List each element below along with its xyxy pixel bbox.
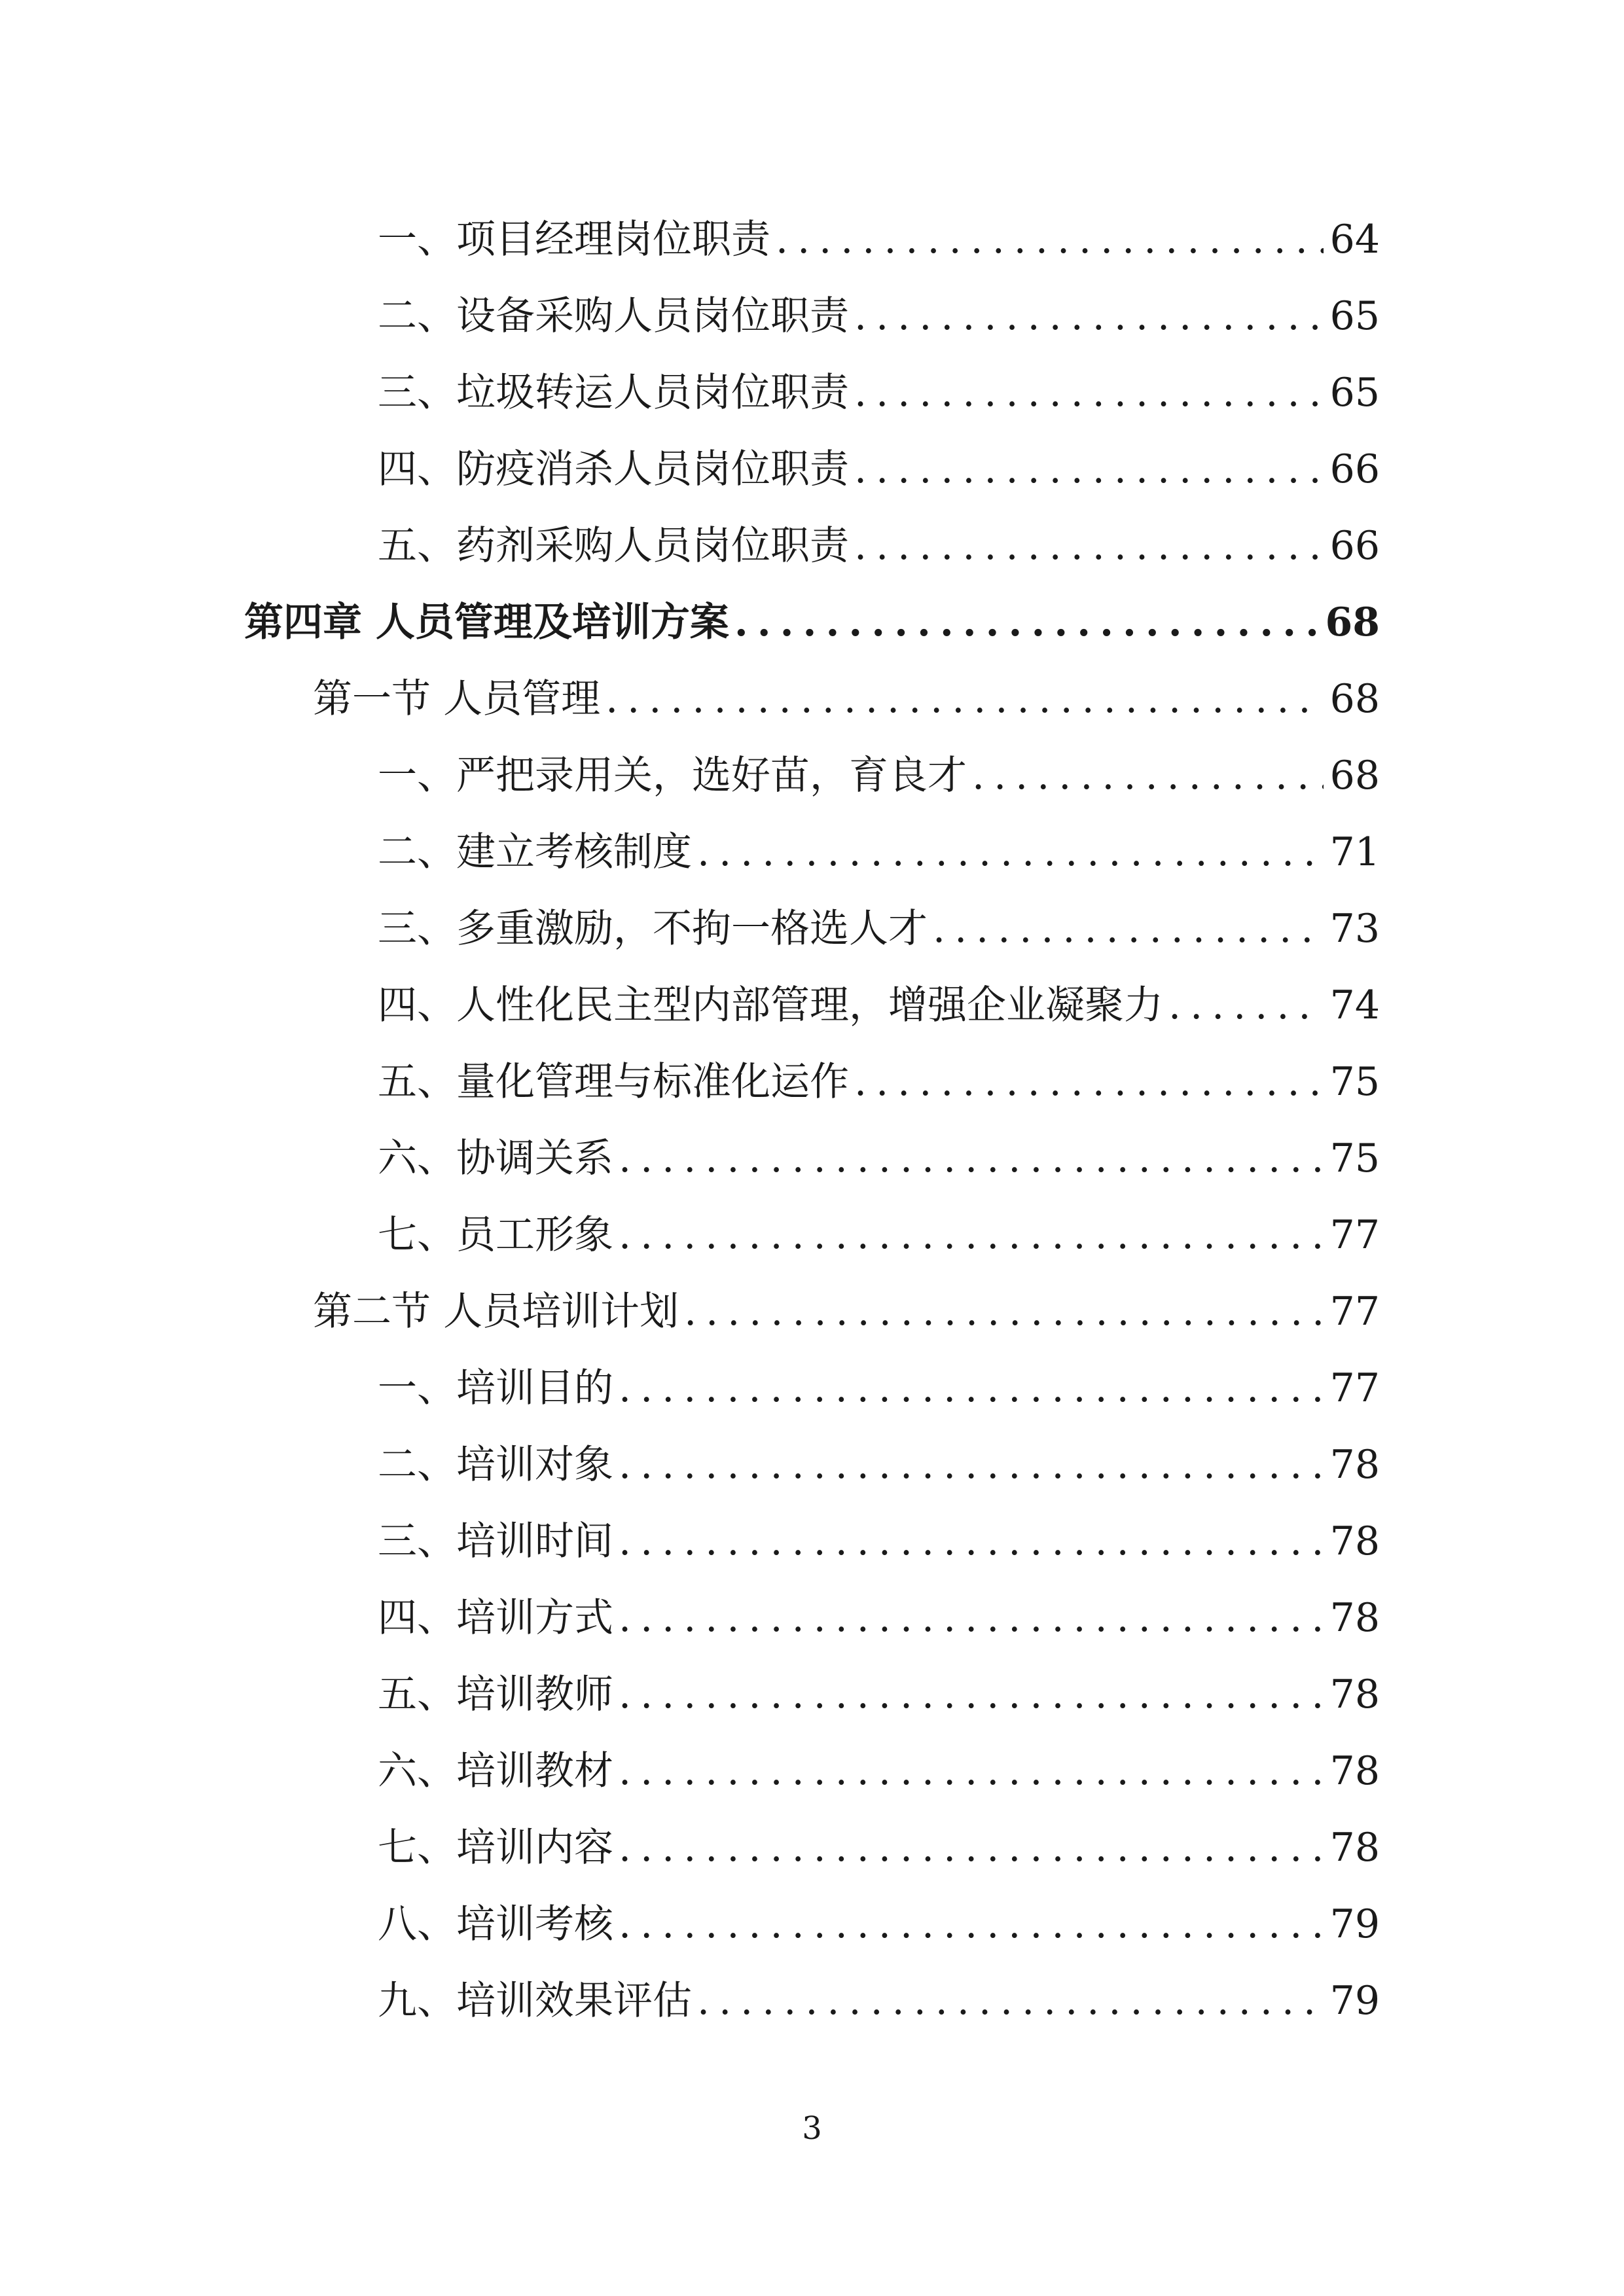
toc-entry[interactable]	[378, 290, 1380, 342]
toc-entry-label: 四、人性化民主型内部管理，增强企业凝聚力	[378, 982, 1163, 1028]
toc-entry-label: 五、培训教师	[378, 1672, 613, 1717]
toc-entry[interactable]	[378, 1592, 1380, 1644]
toc-entry-page: 64	[1329, 217, 1380, 262]
toc-entry-label: 五、量化管理与标准化运作	[378, 1059, 849, 1105]
toc-entry[interactable]	[378, 979, 1380, 1031]
toc-section-entry[interactable]	[313, 1285, 1380, 1338]
toc-entry-label: 三、多重激励，不拘一格选人才	[378, 906, 928, 952]
toc-entry-label: 三、培训时间	[378, 1518, 613, 1564]
toc-entry[interactable]	[378, 749, 1380, 802]
toc-entry-label: 六、协调关系	[378, 1136, 613, 1181]
toc-entry-page: 65	[1329, 293, 1380, 339]
toc-entry-page: 78	[1329, 1442, 1380, 1488]
toc-entry-label: 二、建立考核制度	[378, 829, 692, 875]
toc-entry-page: 77	[1329, 1212, 1380, 1258]
toc-entry[interactable]	[378, 1056, 1380, 1108]
dot-leader	[854, 367, 1324, 419]
toc-entry-label: 四、培训方式	[378, 1595, 613, 1641]
dot-leader	[697, 826, 1324, 878]
toc-section-entry[interactable]	[313, 673, 1380, 725]
dot-leader	[776, 213, 1324, 266]
toc-entry-label: 六、培训教材	[378, 1748, 613, 1794]
toc-entry-label: 二、设备采购人员岗位职责	[378, 293, 849, 339]
dot-leader	[619, 1821, 1324, 1874]
dot-leader	[605, 673, 1324, 725]
dot-leader	[854, 290, 1324, 342]
toc-entry[interactable]	[378, 826, 1380, 878]
toc-entry-label: 七、培训内容	[378, 1825, 613, 1871]
dot-leader	[619, 1592, 1324, 1644]
dot-leader	[619, 1439, 1324, 1491]
dot-leader	[734, 596, 1319, 649]
toc-chapter-page: 68	[1325, 600, 1380, 645]
dot-leader	[619, 1209, 1324, 1261]
toc-entry-label: 一、项目经理岗位职责	[378, 217, 770, 262]
toc-entry[interactable]	[378, 213, 1380, 266]
toc-entry[interactable]	[378, 367, 1380, 419]
toc-entry[interactable]	[378, 1515, 1380, 1568]
dot-leader	[933, 903, 1324, 955]
toc-entry-label: 一、严把录用关，选好苗，育良才	[378, 753, 967, 798]
dot-leader	[854, 1056, 1324, 1108]
toc-entry-page: 75	[1329, 1059, 1380, 1105]
dot-leader	[619, 1668, 1324, 1721]
toc-entry-label: 八、培训考核	[378, 1901, 613, 1947]
toc-entry-page: 78	[1329, 1672, 1380, 1717]
dot-leader	[619, 1898, 1324, 1950]
toc-chapter-label: 第四章 人员管理及培训方案	[244, 600, 729, 645]
toc-entry[interactable]	[378, 1745, 1380, 1797]
toc-entry[interactable]	[378, 1975, 1380, 2027]
dot-leader	[854, 520, 1324, 572]
toc-entry-page: 66	[1329, 523, 1380, 569]
toc-entry[interactable]	[378, 1668, 1380, 1721]
toc-entry-label: 九、培训效果评估	[378, 1978, 692, 2024]
dot-leader	[619, 1132, 1324, 1185]
dot-leader	[684, 1285, 1324, 1338]
dot-leader	[619, 1362, 1324, 1414]
dot-leader	[1168, 979, 1324, 1031]
toc-entry-label: 二、培训对象	[378, 1442, 613, 1488]
toc-entry-page: 66	[1329, 446, 1380, 492]
toc-entry-page: 68	[1329, 753, 1380, 798]
toc-entry-label: 三、垃圾转运人员岗位职责	[378, 370, 849, 416]
dot-leader	[697, 1975, 1324, 2027]
dot-leader	[854, 443, 1324, 495]
toc-entry-page: 78	[1329, 1748, 1380, 1794]
toc-entry-page: 65	[1329, 370, 1380, 416]
toc-section-label: 第二节 人员培训计划	[313, 1289, 679, 1335]
toc-entry-page: 79	[1329, 1978, 1380, 2024]
page-number: 3	[802, 2110, 822, 2147]
toc-entry-label: 五、药剂采购人员岗位职责	[378, 523, 849, 569]
toc-section-label: 第一节 人员管理	[313, 676, 601, 722]
toc-entry[interactable]	[378, 443, 1380, 495]
toc-entry-page: 74	[1329, 982, 1380, 1028]
toc-entry-page: 71	[1329, 829, 1380, 875]
toc-entry-page: 78	[1329, 1595, 1380, 1641]
toc-chapter-entry[interactable]	[244, 596, 1380, 649]
toc-entry[interactable]	[378, 903, 1380, 955]
toc-entry[interactable]	[378, 1132, 1380, 1185]
dot-leader	[619, 1515, 1324, 1568]
toc-section-page: 68	[1329, 676, 1380, 722]
toc-entry[interactable]	[378, 1362, 1380, 1414]
toc-section-page: 77	[1329, 1289, 1380, 1335]
toc-entry[interactable]	[378, 520, 1380, 572]
toc-entry[interactable]	[378, 1439, 1380, 1491]
toc-entry-page: 78	[1329, 1518, 1380, 1564]
toc-entry-label: 七、员工形象	[378, 1212, 613, 1258]
dot-leader	[972, 749, 1324, 802]
toc-entry[interactable]	[378, 1821, 1380, 1874]
toc-entry-page: 77	[1329, 1365, 1380, 1411]
toc-entry-page: 75	[1329, 1136, 1380, 1181]
toc-entry-page: 79	[1329, 1901, 1380, 1947]
toc-entry-label: 四、防疫消杀人员岗位职责	[378, 446, 849, 492]
toc-entry-label: 一、培训目的	[378, 1365, 613, 1411]
toc-entry[interactable]	[378, 1209, 1380, 1261]
toc-entry-page: 78	[1329, 1825, 1380, 1871]
toc-entry[interactable]	[378, 1898, 1380, 1950]
toc-entry-page: 73	[1329, 906, 1380, 952]
dot-leader	[619, 1745, 1324, 1797]
